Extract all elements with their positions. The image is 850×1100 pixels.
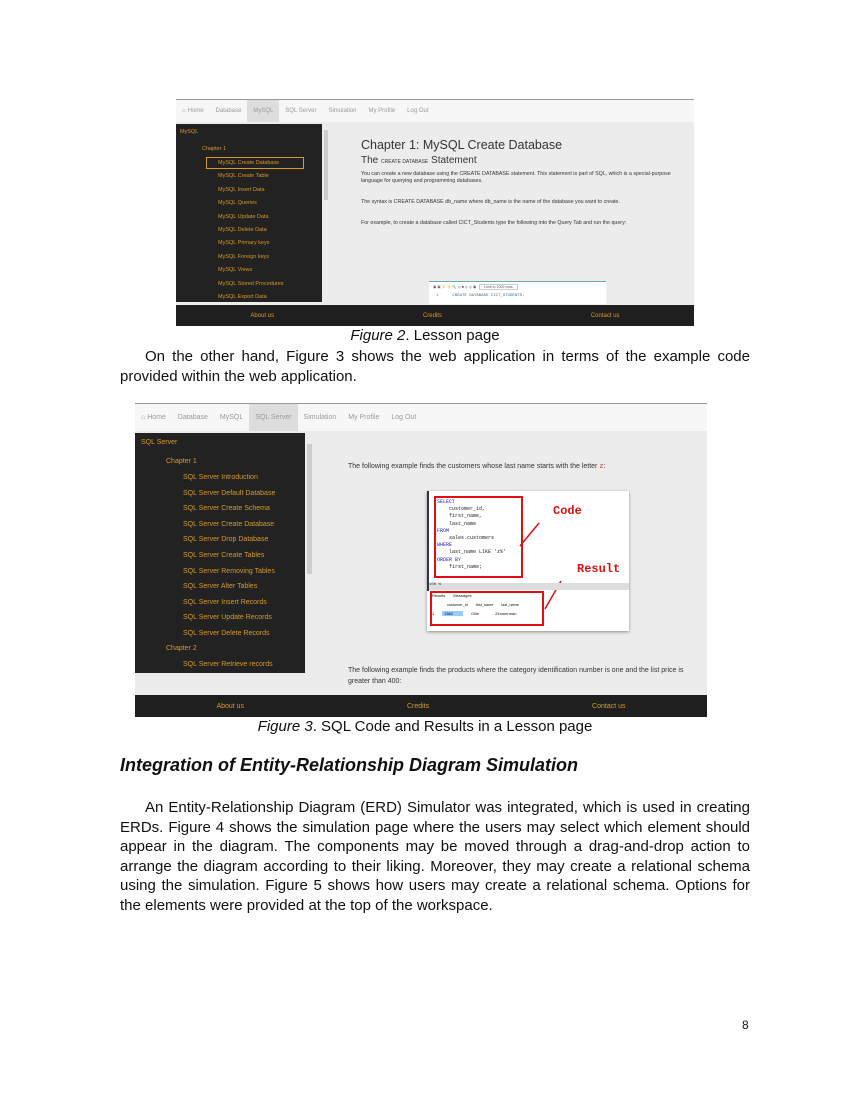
sql-code: CREATE DATABASE CICT_STUDENTS;	[452, 294, 525, 298]
sidebar-item[interactable]: MySQL Foreign keys	[218, 253, 270, 260]
section-heading: Integration of Entity-Relationship Diagram Simulation	[120, 755, 579, 775]
nav-mysql[interactable]: MySQL	[247, 100, 279, 122]
body-paragraph: An Entity-Relationship Diagram (ERD) Simulator was integrated, which is used in creating ERDs. Figure 4 shows the simulation page where the users may select which element should appear in the diagram. The components may be moved through a drag-and-drop action to arrange the diagram according to their liking. Moreover, they may create a relational schema using the simulation. Figure 5 shows how users may create a relational schema. Options for the elements were provided at the top of the workspace.	[120, 799, 750, 914]
footer	[176, 305, 694, 326]
result-row: 1 1562 Ollie Zimmerman	[432, 611, 517, 616]
footer-contact[interactable]: Contact us	[590, 312, 620, 319]
code-line: last_name	[437, 520, 477, 527]
nav-database[interactable]: Database	[215, 108, 242, 114]
nav-simulation[interactable]: Simulation	[328, 108, 357, 114]
footer	[135, 695, 707, 717]
nav-bar	[176, 100, 694, 122]
sidebar-scrollbar[interactable]	[324, 130, 328, 200]
home-icon: ⌂	[182, 108, 186, 114]
nav-simulation[interactable]: Simulation	[303, 414, 337, 421]
sidebar-item[interactable]: MySQL Primary keys	[218, 240, 270, 247]
query-editor: ▣▣⚡⚡🔍◎■◎◎▣ Limit to 1000 rows 1 CREATE DATABASE CICT_STUDENTS;	[429, 281, 606, 304]
sidebar-item[interactable]: SQL Server Delete Records	[183, 630, 270, 637]
lesson-subtitle: The CREATE DATABASE Statement	[361, 155, 477, 166]
sql-example-image: SELECT customer_id, first_name, last_name FROM sales.customers WHERE last_name LIKE 'z%' ORDER BY first_name; Code Result 100 % Results Messages customer_id first_name last_name 1 1562 Ollie Zimmerman	[427, 491, 629, 631]
paragraph: The following example finds the customers whose last name starts with the letter z:	[348, 463, 606, 471]
sidebar-item[interactable]: MySQL Export Data	[218, 294, 267, 300]
sidebar-item[interactable]: MySQL Insert Data	[218, 186, 265, 193]
code-line: ORDER BY	[437, 556, 462, 563]
sidebar-item[interactable]: SQL Server Alter Tables	[183, 583, 258, 591]
nav-my-profile[interactable]: My Profile	[348, 414, 380, 421]
sidebar-item[interactable]: SQL Server Default Database	[183, 489, 276, 497]
sidebar-item[interactable]: SQL Server Insert Records	[183, 598, 267, 606]
sidebar	[176, 124, 322, 302]
sidebar-item[interactable]: MySQL Create Table	[218, 173, 269, 180]
paragraph: You can create a new database using the CREATE DATABASE statement. This statement is part of SQL, which is a special-purpose language for querying and programming databases.	[361, 171, 671, 184]
sidebar-item[interactable]: SQL Server Create Tables	[183, 552, 265, 559]
footer-credits[interactable]: Credits	[422, 312, 442, 319]
sidebar-item[interactable]: SQL Server Retrieve records	[183, 661, 273, 668]
nav-mysql[interactable]: MySQL	[219, 414, 244, 421]
nav-log-out[interactable]: Log Out	[391, 414, 417, 421]
sidebar-item[interactable]: SQL Server Drop Database	[183, 536, 269, 544]
code-line: customer_id,	[437, 506, 486, 513]
nav-home[interactable]: ⌂ Home	[135, 404, 172, 431]
sidebar-item[interactable]: MySQL Queries	[218, 200, 257, 207]
code-line: first_name;	[437, 563, 483, 570]
nav-sql-server[interactable]: SQL Server	[285, 108, 317, 114]
sidebar-root[interactable]: MySQL	[180, 129, 199, 135]
paragraph: For example, to create a database called CICT_Students type the following into the Query Tab and run the query:	[361, 220, 627, 226]
sidebar-item[interactable]: MySQL Update Data	[218, 213, 269, 220]
code-line: sales.customers	[437, 535, 495, 542]
home-icon: ⌂	[141, 414, 146, 421]
figure-2-screenshot	[176, 99, 694, 326]
sidebar-root[interactable]: SQL Server	[141, 439, 178, 446]
code-line: WHERE	[437, 542, 453, 549]
sidebar-item[interactable]: MySQL Delete Data	[218, 227, 267, 233]
sidebar-item[interactable]: SQL Server Create Schema	[183, 505, 270, 513]
sidebar-scrollbar[interactable]	[307, 444, 312, 574]
lesson-title: Chapter 1: MySQL Create Database	[361, 138, 563, 152]
nav-log-out[interactable]: Log Out	[407, 108, 429, 114]
sidebar-item[interactable]: SQL Server Create Database	[183, 520, 275, 528]
code-line: first_name,	[437, 513, 483, 520]
sidebar-item[interactable]: SQL Server Removing Tables	[183, 567, 275, 575]
footer-about[interactable]: About us	[250, 312, 275, 319]
sidebar-item[interactable]: MySQL Views	[218, 267, 253, 274]
footer-about[interactable]: About us	[216, 702, 245, 710]
sidebar-item[interactable]: MySQL Stored Procedures	[218, 280, 284, 287]
result-highlight-box	[430, 591, 544, 626]
sidebar-item[interactable]: SQL Server Update Records	[183, 614, 272, 622]
figure-3-caption: Figure 3. SQL Code and Results in a Lesson page	[257, 718, 593, 735]
figure-2-caption: Figure 2. Lesson page	[350, 327, 500, 344]
code-line: SELECT	[437, 499, 456, 505]
code-label: Code	[553, 504, 582, 518]
paragraph: The syntax is CREATE DATABASE db_name where db_name is the name of the database you want to create.	[361, 199, 620, 205]
nav-database[interactable]: Database	[177, 414, 208, 421]
code-line: FROM	[437, 527, 450, 534]
page-number: 8	[742, 1018, 749, 1032]
result-label: Result	[577, 562, 621, 576]
paragraph: The following example finds the products where the category identification number is one and the list price is greater than 400:	[348, 667, 684, 685]
code-line: last_name LIKE 'z%'	[437, 549, 507, 556]
sidebar	[135, 433, 305, 673]
sidebar-chapter-2[interactable]: Chapter 2	[166, 645, 197, 652]
footer-contact[interactable]: Contact us	[592, 702, 626, 710]
figure-3-screenshot	[135, 403, 707, 717]
nav-my-profile[interactable]: My Profile	[368, 108, 396, 114]
sidebar-item[interactable]: SQL Server Introduction	[183, 474, 258, 481]
sidebar-chapter-1[interactable]: Chapter 1	[166, 458, 197, 465]
footer-credits[interactable]: Credits	[406, 702, 430, 710]
sidebar-chapter[interactable]: Chapter 1	[202, 146, 227, 152]
nav-sql-server[interactable]: SQL Server	[249, 404, 297, 431]
body-paragraph: On the other hand, Figure 3 shows the web application in terms of the example code provided within the web application.	[120, 348, 750, 385]
sidebar-item[interactable]: MySQL Create Database	[206, 157, 304, 169]
nav-home[interactable]: ⌂ Home	[176, 100, 210, 122]
nav-bar	[135, 404, 707, 431]
